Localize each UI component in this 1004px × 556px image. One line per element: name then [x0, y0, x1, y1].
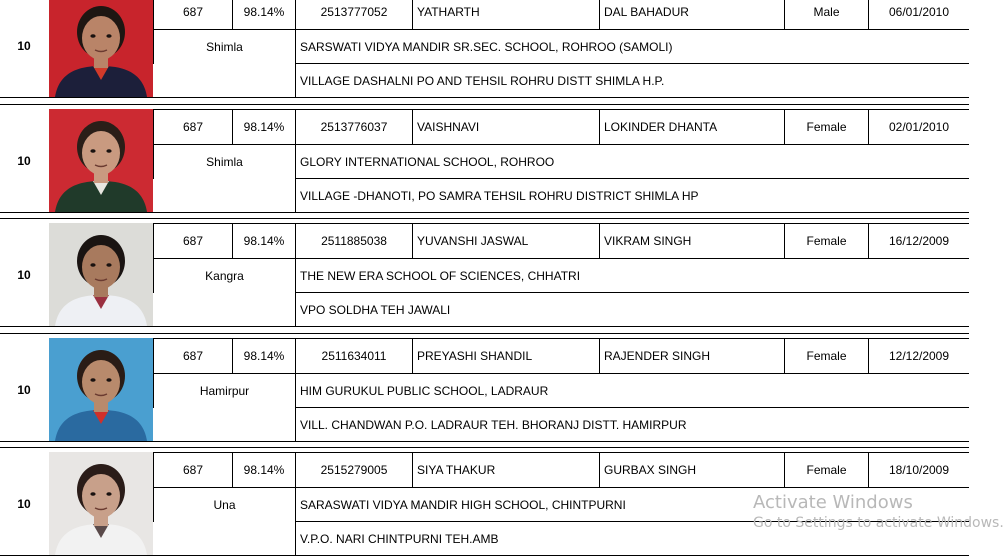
rank-cell: 10 — [17, 382, 31, 397]
photo-left-eye — [90, 492, 95, 496]
student-name-cell: SIYA THAKUR — [412, 452, 599, 487]
percentage-cell: 98.14% — [232, 338, 295, 373]
student-record — [0, 109, 969, 212]
record-bottom-border — [0, 212, 969, 213]
student-photo — [49, 0, 153, 97]
student-record — [0, 338, 969, 441]
block-separator — [0, 447, 969, 448]
dob-cell: 16/12/2009 — [868, 223, 969, 258]
student-photo-svg — [49, 338, 153, 441]
watermark-subtitle: Go to Settings to activate Windows. — [753, 515, 1004, 531]
student-photo-svg — [49, 109, 153, 212]
block-separator — [0, 104, 969, 105]
roll-number-cell: 2513777052 — [295, 0, 412, 29]
address-cell: V.P.O. NARI CHINTPURNI TEH.AMB — [295, 521, 969, 556]
percentage-cell: 98.14% — [232, 0, 295, 29]
photo-face — [82, 474, 120, 518]
photo-face — [82, 245, 120, 289]
gender-cell: Female — [784, 223, 868, 258]
photo-right-eye — [106, 149, 111, 153]
father-name-cell: VIKRAM SINGH — [599, 223, 784, 258]
student-record — [0, 223, 969, 326]
gender-cell: Male — [784, 0, 868, 29]
dob-cell: 12/12/2009 — [868, 338, 969, 373]
father-name-cell: GURBAX SINGH — [599, 452, 784, 487]
district-cell: Shimla — [153, 29, 295, 64]
school-cell: HIM GURUKUL PUBLIC SCHOOL, LADRAUR — [295, 373, 969, 408]
school-cell: THE NEW ERA SCHOOL OF SCIENCES, CHHATRI — [295, 258, 969, 293]
rank-cell: 10 — [17, 267, 31, 282]
address-cell: VILL. CHANDWAN P.O. LADRAUR TEH. BHORANJ DISTT. HAMIRPUR — [295, 407, 969, 442]
block-separator — [0, 218, 969, 219]
percentage-cell: 98.14% — [232, 223, 295, 258]
student-name-cell: PREYASHI SHANDIL — [412, 338, 599, 373]
district-cell: Kangra — [153, 258, 295, 293]
record-bottom-border — [0, 326, 969, 327]
student-photo-svg — [49, 223, 153, 326]
record-bottom-border — [0, 97, 969, 98]
photo-right-eye — [106, 492, 111, 496]
address-cell: VILLAGE -DHANOTI, PO SAMRA TEHSIL ROHRU DISTRICT SHIMLA HP — [295, 178, 969, 213]
rank-cell: 10 — [17, 153, 31, 168]
photo-left-eye — [90, 263, 95, 267]
record-bottom-border — [0, 441, 969, 442]
photo-right-eye — [106, 378, 111, 382]
school-cell: SARASWATI VIDYA MANDIR HIGH SCHOOL, CHINTPURNI — [295, 487, 969, 522]
student-name-cell: VAISHNAVI — [412, 109, 599, 144]
percentage-cell: 98.14% — [232, 109, 295, 144]
marks-cell: 687 — [153, 109, 232, 144]
photo-left-eye — [90, 149, 95, 153]
district-cell: Shimla — [153, 144, 295, 179]
rank-cell: 10 — [17, 496, 31, 511]
marks-cell: 687 — [153, 0, 232, 29]
gender-cell: Female — [784, 338, 868, 373]
father-name-cell: DAL BAHADUR — [599, 0, 784, 29]
school-cell: SARSWATI VIDYA MANDIR SR.SEC. SCHOOL, ROHROO (SAMOLI) — [295, 29, 969, 64]
student-photo — [49, 109, 153, 212]
district-cell: Hamirpur — [153, 373, 295, 408]
photo-face — [82, 16, 120, 60]
roll-number-cell: 2511634011 — [295, 338, 412, 373]
student-photo — [49, 223, 153, 326]
photo-face — [82, 131, 120, 175]
dob-cell: 06/01/2010 — [868, 0, 969, 29]
address-cell: VPO SOLDHA TEH JAWALI — [295, 292, 969, 327]
district-cell: Una — [153, 487, 295, 522]
student-name-cell: YUVANSHI JASWAL — [412, 223, 599, 258]
student-photo — [49, 452, 153, 555]
student-record — [0, 0, 969, 97]
marks-cell: 687 — [153, 338, 232, 373]
photo-left-eye — [90, 34, 95, 38]
marks-cell: 687 — [153, 223, 232, 258]
roll-number-cell: 2511885038 — [295, 223, 412, 258]
dob-cell: 18/10/2009 — [868, 452, 969, 487]
gender-cell: Female — [784, 452, 868, 487]
student-photo-svg — [49, 0, 153, 97]
photo-right-eye — [106, 34, 111, 38]
address-cell: VILLAGE DASHALNI PO AND TEHSIL ROHRU DISTT SHIMLA H.P. — [295, 63, 969, 98]
father-name-cell: RAJENDER SINGH — [599, 338, 784, 373]
student-photo-svg — [49, 452, 153, 555]
rank-cell: 10 — [17, 38, 31, 53]
photo-right-eye — [106, 263, 111, 267]
gender-cell: Female — [784, 109, 868, 144]
block-separator — [0, 333, 969, 334]
student-name-cell: YATHARTH — [412, 0, 599, 29]
student-photo — [49, 338, 153, 441]
father-name-cell: LOKINDER DHANTA — [599, 109, 784, 144]
photo-left-eye — [90, 378, 95, 382]
percentage-cell: 98.14% — [232, 452, 295, 487]
school-cell: GLORY INTERNATIONAL SCHOOL, ROHROO — [295, 144, 969, 179]
photo-face — [82, 360, 120, 404]
watermark-title: Activate Windows — [753, 492, 913, 513]
roll-number-cell: 2515279005 — [295, 452, 412, 487]
marks-cell: 687 — [153, 452, 232, 487]
activate-windows-watermark — [753, 492, 1004, 532]
dob-cell: 02/01/2010 — [868, 109, 969, 144]
roll-number-cell: 2513776037 — [295, 109, 412, 144]
